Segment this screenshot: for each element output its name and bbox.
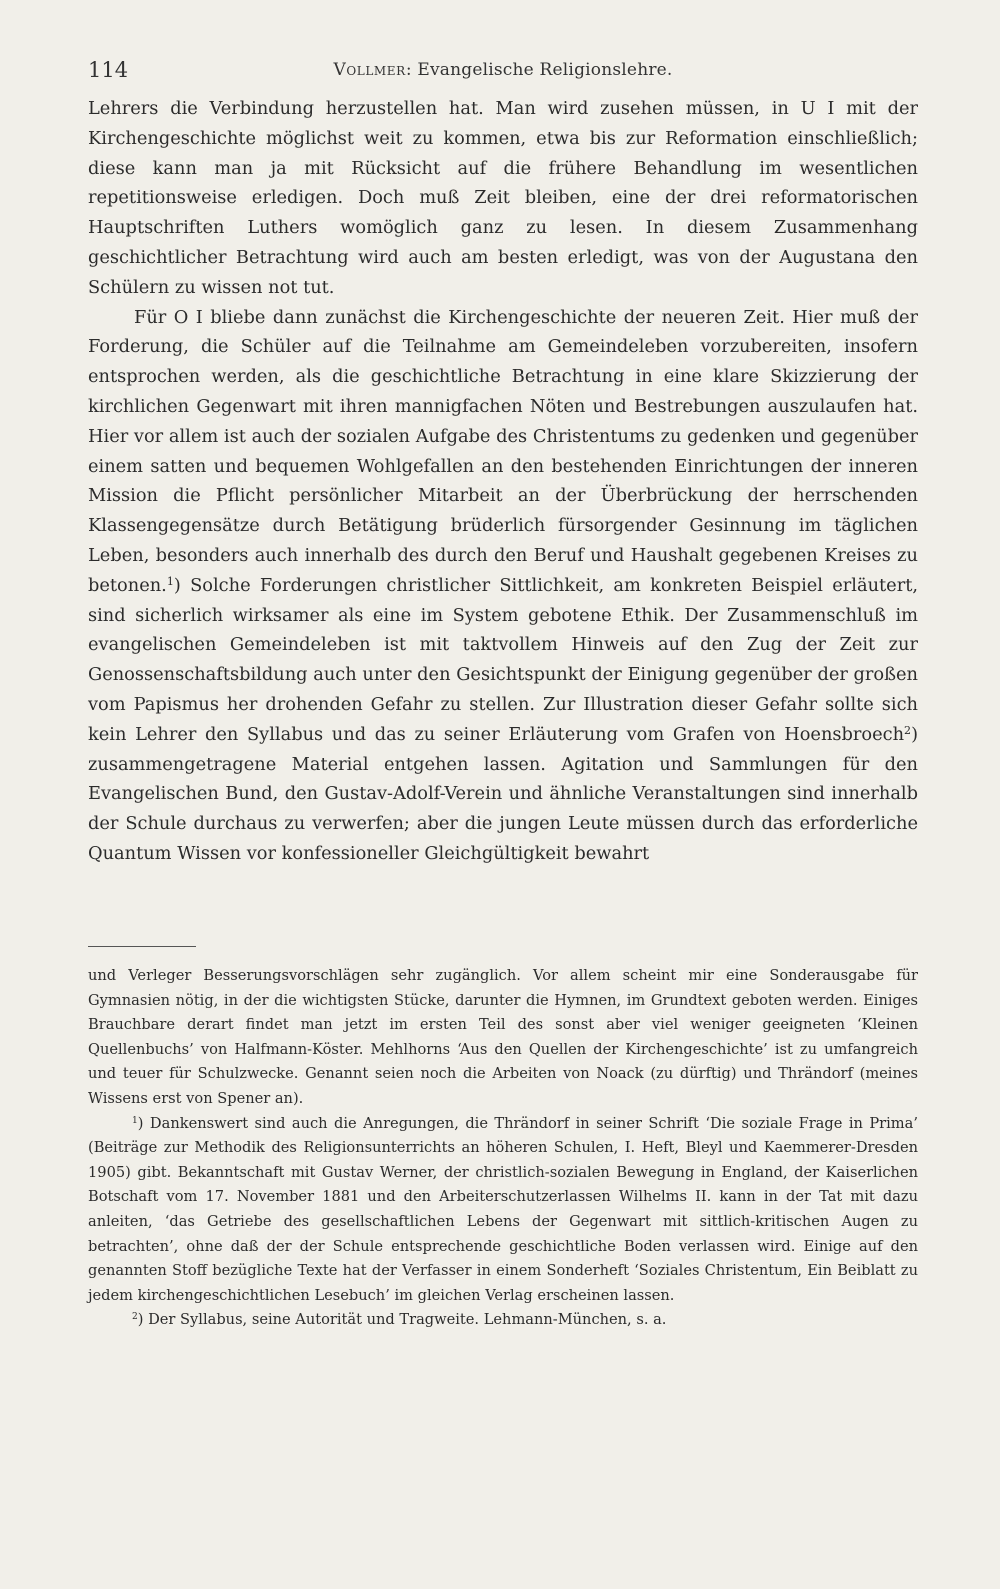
footnote-continued: und Verleger Besserungsvorschlägen sehr zugänglich. Vor allem scheint mir eine Sonderausgabe für Gymnasien nötig, in der die wichtigsten Stücke, darunter die Hymnen, im Grundtext geboten werden. Einiges Brauchbare derart findet man jetzt im ersten Teil des sonst aber viel weniger geeigneten ʻKleinen Quellenbuchs’ von Halfmann-Köster. Mehlhorns ʻAus den Quellen der Kirchengeschichte’ ist zu umfangreich und teuer für Schulzwecke. Genannt seien noch die Arbeiten von Noack (zu dürftig) und Thrändorf (meines Wissens erst von Spener an).: [88, 967, 918, 1107]
footnote-separator: [88, 946, 196, 947]
footnote-1-text: ) Dankenswert sind auch die Anregungen, die Thrändorf in seiner Schrift ʻDie soziale Frage in Prima’ (Beiträge zur Methodik des Religionsunterrichts an höheren Schulen, I. Heft, Bleyl und Kaemmerer-Dresden 1905) gibt. Bekanntschaft mit Gustav Werner, der christlich-sozialen Bewegung in England, der Kaiserlichen Botschaft vom 17. November 1881 und den Arbeiterschutzerlassen Wilhelms II. kann in der Tat mit dazu anleiten, ʻdas Getriebe des gesellschaftlichen Lebens der Gegenwart mit sittlich-kritischen Augen zu betrachten’, ohne daß der der Schule entsprechende geschichtliche Boden verlassen wird. Einige auf den genannten Stoff bezügliche Texte hat der Verfasser in einem Sonderheft ʻSoziales Christentum, Ein Beiblatt zu jedem kirchengeschichtlichen Lesebuch’ im gleichen Verlag erscheinen lassen.: [88, 1114, 918, 1304]
footnote-1-marker: 1: [132, 1115, 138, 1126]
page-number: 114: [88, 58, 129, 82]
footnote-ref-1: 1: [166, 574, 174, 588]
footnote-2-text: ) Der Syllabus, seine Autorität und Tragweite. Lehmann-München, s. a.: [137, 1311, 667, 1329]
footnotes: [88, 964, 918, 1333]
paragraph-oi: [88, 303, 918, 869]
running-head-author: Vollmer: [333, 60, 406, 80]
page-header: [88, 58, 918, 88]
paragraph-continued: Lehrers die Verbindung herzustellen hat. Man wird zusehen müssen, in U I mit der Kirchengeschichte möglichst weit zu kommen, etwa bis zur Reformation einschließlich; diese kann man ja mit Rücksicht auf die frühere Behandlung im wesentlichen repetitionsweise erledigen. Doch muß Zeit bleiben, eine der drei reformatorischen Hauptschriften Luthers womöglich ganz zu lesen. In diesem Zusammenhang geschichtlicher Betrachtung wird auch am besten erledigt, was von der Augustana den Schülern zu wissen not tut.: [88, 98, 918, 298]
footnote-2: [88, 1308, 918, 1333]
footnote-ref-2: 2: [904, 723, 912, 737]
running-head-separator: :: [405, 60, 418, 80]
main-text: [88, 94, 918, 869]
paragraph-oi-part-1: Für O I bliebe dann zunächst die Kirchengeschichte der neueren Zeit. Hier muß der Forderung, die Schüler auf die Teilnahme am Gemeindeleben vorzubereiten, insofern entsprochen werden, als die geschichtliche Betrachtung in eine klare Skizzierung der kirchlichen Gegenwart mit ihren mannigfachen Nöten und Bestrebungen auszulaufen hat. Hier vor allem ist auch der sozialen Aufgabe des Christentums zu gedenken und gegenüber einem satten und bequemen Wohlgefallen an den bestehenden Einrichtungen der inneren Mission die Pflicht persönlicher Mitarbeit an der Überbrückung der herrschenden Klassengegensätze durch Betätigung brüderlich fürsorgender Gesinnung im täglichen Leben, besonders auch innerhalb des durch den Beruf und Haushalt gegebenen Kreises zu betonen.: [88, 306, 918, 596]
paragraph-oi-part-2: ) Solche Forderungen christlicher Sittlichkeit, am konkreten Beispiel erläutert, sind sicherlich wirksamer als eine im System gebotene Ethik. Der Zusammenschluß im evangelischen Gemeindeleben ist mit taktvollem Hinweis auf den Zug der Zeit zur Genossenschaftsbildung auch unter den Gesichtspunkt der Einigung gegenüber der großen vom Papismus her drohenden Gefahr zu stellen. Zur Illustration dieser Gefahr sollte sich kein Lehrer den Syllabus und das zu seiner Erläuterung vom Grafen von Hoensbroech: [88, 574, 918, 745]
running-head-title: Evangelische Religionslehre.: [417, 60, 673, 80]
running-head: [88, 60, 918, 80]
footnote-2-marker: 2: [132, 1312, 138, 1323]
footnote-1: [88, 1112, 918, 1309]
paragraph-oi-part-3: ) zusammengetragene Material entgehen lassen. Agitation und Sammlungen für den Evangelischen Bund, den Gustav-Adolf-Verein und ähnliche Veranstaltungen sind innerhalb der Schule durchaus zu verwerfen; aber die jungen Leute müssen durch das erforderliche Quantum Wissen vor konfessioneller Gleichgültigkeit bewahrt: [88, 723, 918, 864]
